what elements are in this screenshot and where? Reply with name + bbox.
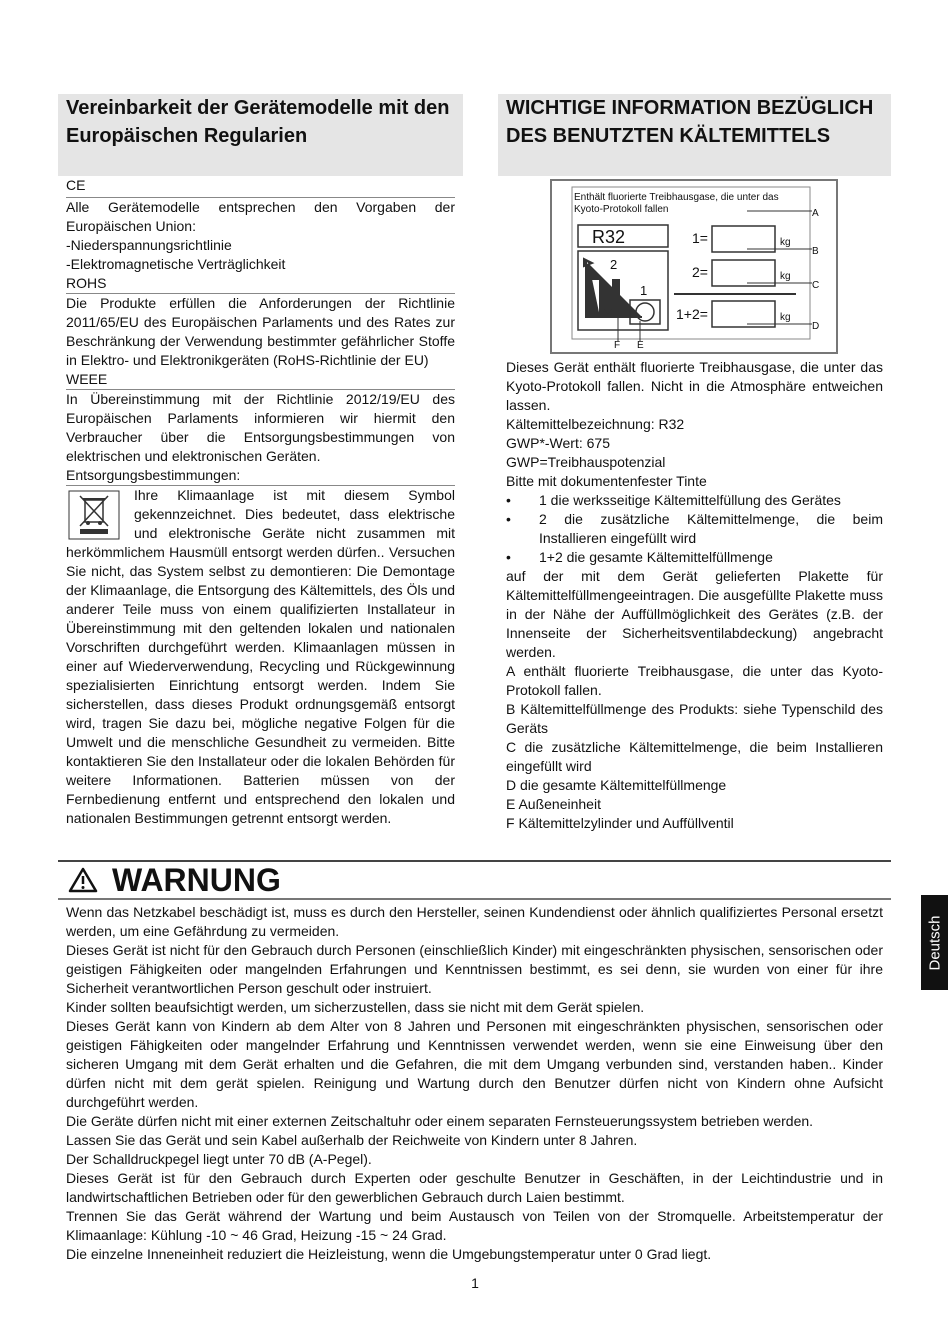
disposal-heading: Entsorgungsbestimmungen:: [66, 467, 241, 483]
warning-paragraph: Die Geräte dürfen nicht mit einer externen Zeitschaltuhr oder einem separaten Fernsteuerungssystem betrieben werden.: [66, 1113, 814, 1129]
legend-e: E Außeneinheit: [506, 796, 601, 812]
label-refrigerant: R32: [592, 227, 626, 247]
marker-d: D: [812, 321, 820, 332]
warning-paragraph: Kinder sollten beaufsichtigt werden, um sicherzustellen, dass sie nicht mit dem Gerät spielen.: [66, 999, 645, 1015]
kg-unit: kg: [780, 271, 791, 282]
rohs-section: [66, 294, 455, 390]
label-number-2: 2: [610, 257, 618, 272]
ce-heading: CE: [66, 176, 455, 198]
legend-a: A enthält fluorierte Treibhausgase, die unter das Kyoto-Protokoll fallen.: [506, 663, 883, 698]
paragraph: Kältemittelbezeichnung: R32: [506, 416, 685, 432]
warning-paragraph: Dieses Gerät kann von Kindern ab dem Alter von 8 Jahren und Personen mit eingeschränkten physischen, sensorischen oder geistigen Fähigkeiten oder mangelnder Erfahrung und Kenntnissen verwendet werden, wenn sie eine Einweisung über den sicheren Umgang mit dem Gerät erhalten und die Gefahren, die mit dem Umgang verbunden sind, verstanden haben.. Kinder dürfen nicht mit dem gerät spielen. Reinigung und Wartung durch den Benutzer dürfen nicht von Kindern ohne Aufsicht durchgeführt werden.: [66, 1018, 883, 1110]
warning-title: WARNUNG: [112, 861, 281, 898]
ce-section: [66, 198, 455, 294]
paragraph: GWP=Treibhauspotenzial: [506, 454, 666, 470]
marker-b: B: [812, 246, 819, 257]
disposal-section: [66, 486, 455, 828]
kg-unit: kg: [780, 312, 791, 323]
weee-section: [66, 390, 455, 486]
kg-unit: kg: [780, 237, 791, 248]
label-line-2: 2=: [692, 264, 708, 280]
warning-header: [58, 860, 891, 900]
paragraph: Dieses Gerät enthält fluorierte Treibhausgase, die unter das Kyoto-Protokoll fallen. Nicht in die Atmosphäre entweichen lassen.: [506, 359, 883, 413]
legend-f: F Kältemittelzylinder und Auffüllventil: [506, 815, 734, 831]
paragraph: Alle Gerätemodelle entsprechen den Vorgaben der Europäischen Union:: [66, 199, 455, 234]
weee-crossed-bin-icon: [68, 490, 120, 540]
left-column: [58, 94, 463, 828]
paragraph: auf der mit dem Gerät gelieferten Plakette für Kältemittelfüllmengeeintragen. Die ausgefüllte Plakette muss in der Nähe der Auffüllmöglichkeit des Gerätes (z.B. der Innenseite der Sicherheitsventilabdeckung) angebracht werden.: [506, 568, 883, 660]
bullet-item: • 1 die werksseitige Kältemittelfüllung des Gerätes: [506, 491, 883, 510]
marker-a: A: [812, 208, 819, 219]
fill-bullets: [506, 491, 883, 567]
refrigerant-label-diagram: [550, 179, 838, 354]
paragraph: In Übereinstimmung mit der Richtlinie 2012/19/EU des Europäischen Parlaments informieren wir hiermit den Verbraucher über die Entsorgungsbestimmungen von elektrischen und elektronischen Geräten.: [66, 391, 455, 464]
page-number: 1: [471, 1275, 479, 1291]
warning-paragraph: Wenn das Netzkabel beschädigt ist, muss es durch den Hersteller, seinen Kundendienst oder ähnlich qualifiziertes Personal ersetzt werden, um eine Gefährdung zu vermeiden.: [66, 904, 883, 939]
warning-text: [66, 903, 883, 1264]
warning-paragraph: Lassen Sie das Gerät und sein Kabel außerhalb der Reichweite von Kindern unter 8 Jahren.: [66, 1132, 638, 1148]
section-title-refrigerant: WICHTIGE INFORMATION BEZÜGLICH DES BENUTZTEN KÄLTEMITTELS: [498, 94, 891, 176]
warning-paragraph: Die einzelne Inneneinheit reduziert die Heizleistung, wenn die Umgebungstemperatur unter 0 Grad liegt.: [66, 1246, 712, 1262]
label-line-1: 1=: [692, 230, 708, 246]
warning-paragraph: Dieses Gerät ist nicht für den Gebrauch durch Personen (einschließlich Kinder) mit eingeschränkten physischen, sensorischen oder geistigen Fähigkeiten oder mangelnden Erfahrungen und Kenntnissen bestimmt, es sei denn, sie wurden von einer für ihre Sicherheit verantwortlichen Person geschult oder instruiert.: [66, 942, 883, 996]
marker-e: E: [637, 340, 644, 351]
right-column: [498, 94, 891, 833]
warning-paragraph: Trennen Sie das Gerät während der Wartung und beim Austausch von Teilen von der Stromquelle. Arbeitstemperatur der Klimaanlage: Kühlung -10 ~ 46 Grad, Heizung -15 ~ 24 Grad.: [66, 1208, 883, 1243]
paragraph: Bitte mit dokumentenfester Tinte: [506, 473, 707, 489]
rohs-heading: ROHS: [66, 275, 107, 291]
section-title-compliance: Vereinbarkeit der Gerätemodelle mit den Europäischen Regularien: [58, 94, 463, 176]
legend-c: C die zusätzliche Kältemittelmenge, die beim Installieren eingefüllt wird: [506, 739, 883, 774]
bullet-item: • 2 die zusätzliche Kältemittelmenge, die beim Installieren eingefüllt wird: [506, 510, 883, 548]
disposal-paragraph: Ihre Klimaanlage ist mit diesem Symbol gekennzeichnet. Dies bedeutet, dass elektrische und elektronische Geräte nicht zusammen mit herkömmlichem Hausmüll entsorgt werden dürfen.. Versuchen Sie nicht, das System selbst zu demontieren: Die Demontage der Klimaanlage, die Entsorgung des Kältemittels, des Öls und anderer Teile muss von einem qualifizierten Installateur in Übereinstimmung mit den geltenden lokalen und nationalen Vorschriften durchgeführt werden. Klimaanlagen müssen in einer auf Wiederverwendung, Recycling und Rückgewinnung spezialisierten Einrichtung entsorgt werden. Indem Sie sicherstellen, dass dieses Produkt ordnungsgemäß entsorgt wird, tragen Sie dazu bei, mögliche negative Folgen für die Umwelt und die menschliche Gesundheit zu vermeiden. Bitte kontaktieren Sie den Installateur oder die lokalen Behörden für weitere Informationen. Batterien müssen von der Fernbedienung entfernt und entsprechend den lokalen und nationalen Bestimmungen getrennt entsorgt werden.: [66, 487, 455, 826]
legend-d: D die gesamte Kältemittelfüllmenge: [506, 777, 727, 793]
bullet-item: • 1+2 die gesamte Kältemittelfüllmenge: [506, 548, 883, 567]
paragraph: Die Produkte erfüllen die Anforderungen der Richtlinie 2011/65/EU des Europäischen Parlaments und des Rates zur Beschränkung der Verwendung bestimmter gefährlicher Stoffe in Elektro- und Elektronikgeräten (RoHS-Richtlinie der EU): [66, 295, 455, 368]
paragraph: -Elektromagnetische Verträglichkeit: [66, 256, 286, 272]
paragraph: -Niederspannungsrichtlinie: [66, 237, 232, 253]
legend-b: B Kältemittelfüllmenge des Produkts: siehe Typenschild des Geräts: [506, 701, 883, 736]
warning-paragraph: Der Schalldruckpegel liegt unter 70 dB (A-Pegel).: [66, 1151, 372, 1167]
label-line-total: 1+2=: [676, 306, 708, 322]
marker-f: F: [614, 340, 621, 351]
warning-paragraph: Dieses Gerät ist für den Gebrauch durch Experten oder geschulte Benutzer in Geschäften, in der Leichtindustrie und in landwirtschaftlichen Betrieben oder für den gewerblichen Gebrauch durch Laien bestimmt.: [66, 1170, 883, 1205]
label-number-1: 1: [640, 283, 648, 298]
language-tab-label: Deutsch: [926, 914, 943, 971]
paragraph: GWP*-Wert: 675: [506, 435, 610, 451]
weee-heading: WEEE: [66, 371, 108, 387]
label-header-text: Enthält fluorierte Treibhausgase, die unter das Kyoto-Protokoll fallen: [574, 192, 779, 215]
language-tab: [921, 895, 948, 990]
warning-triangle-icon: [68, 867, 98, 893]
marker-c: C: [812, 280, 820, 291]
